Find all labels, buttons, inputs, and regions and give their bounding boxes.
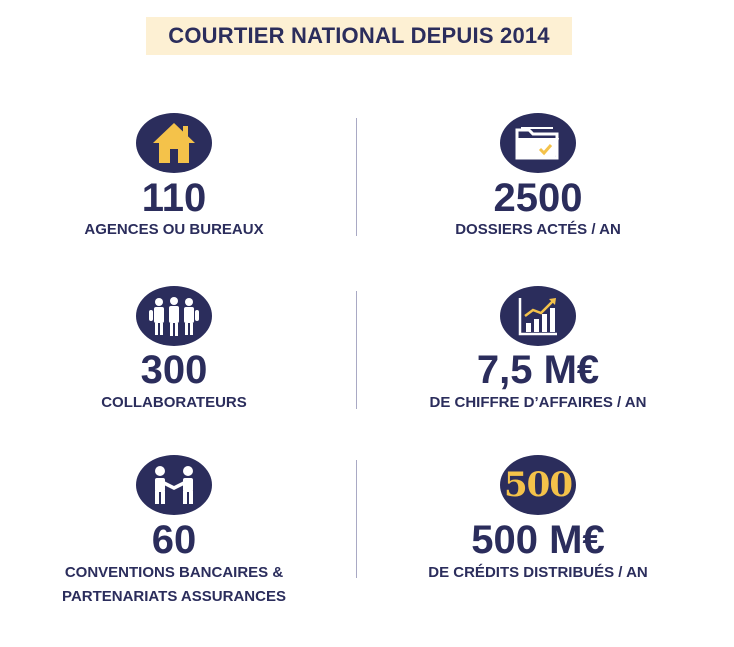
stat-label-partnerships-line-2: PARTENARIATS ASSURANCES: [62, 588, 286, 605]
stat-value-agencies: 110: [141, 176, 207, 220]
stat-value-partnerships: 60: [151, 518, 197, 562]
stat-label-revenue: DE CHIFFRE D’AFFAIRES / AN: [429, 394, 647, 411]
stat-value-dossiers: 2500: [493, 176, 583, 220]
stat-label-dossiers: DOSSIERS ACTÉS / AN: [455, 221, 621, 238]
folder-check-icon: [500, 113, 576, 173]
house-icon: [136, 113, 212, 173]
badge-500-icon: [500, 455, 576, 515]
stat-label-partnerships-line-1: CONVENTIONS BANCAIRES &: [64, 564, 284, 581]
stat-value-revenue: 7,5 M€: [476, 348, 600, 392]
growth-chart-icon: [500, 286, 576, 346]
divider-row-3: [356, 460, 357, 578]
badge-500-text: 500: [504, 465, 572, 505]
divider-row-2: [356, 291, 357, 409]
header-banner: [146, 17, 572, 55]
page-title: COURTIER NATIONAL DEPUIS 2014: [168, 23, 550, 48]
stat-label-agencies: AGENCES OU BUREAUX: [84, 221, 264, 238]
handshake-icon: [136, 455, 212, 515]
stat-value-team: 300: [140, 348, 208, 392]
stat-label-credits: DE CRÉDITS DISTRIBUÉS / AN: [428, 564, 648, 581]
stat-value-credits: 500 M€: [471, 518, 605, 562]
stat-label-team: COLLABORATEURS: [101, 394, 247, 411]
team-icon: [136, 286, 212, 346]
divider-row-1: [356, 118, 357, 236]
